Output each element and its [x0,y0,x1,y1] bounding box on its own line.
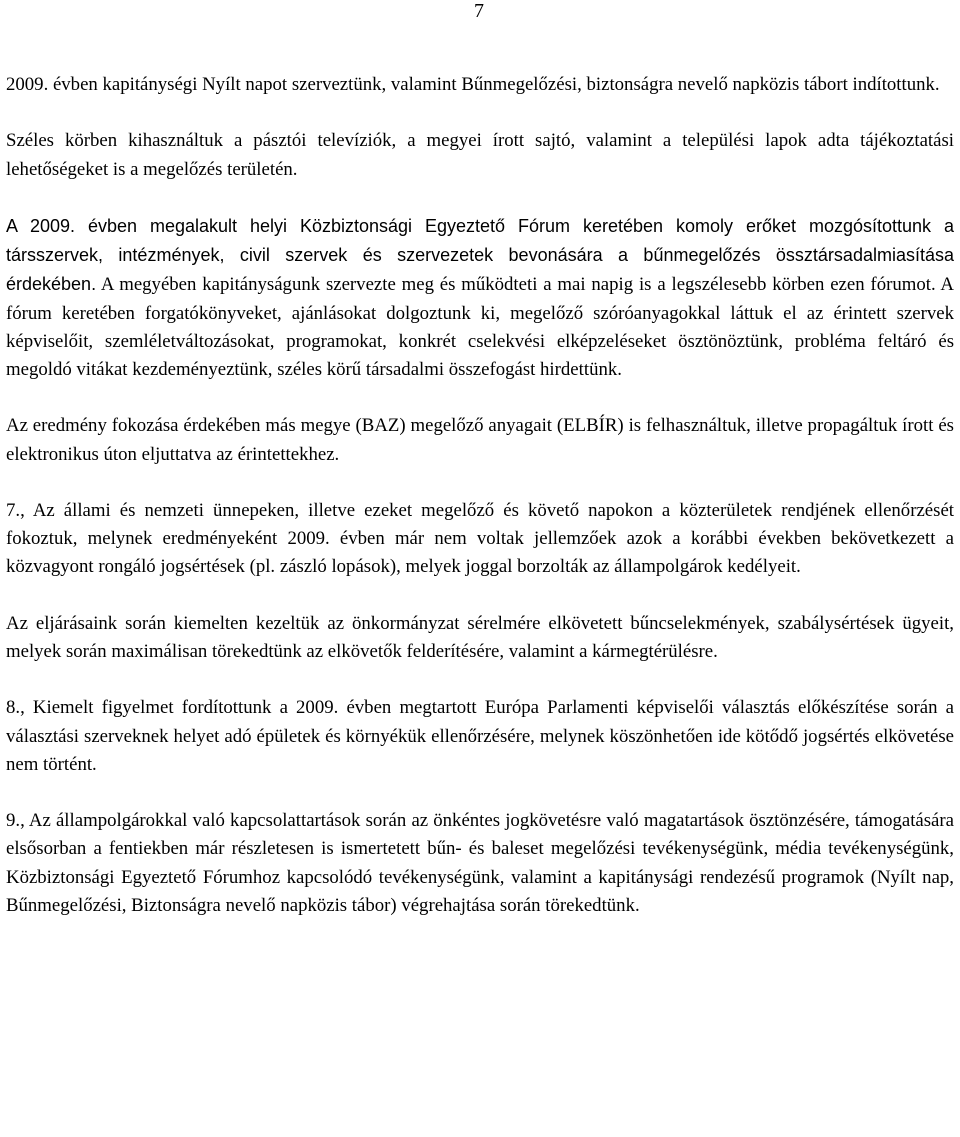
paragraph-media: Széles körben kihasználtuk a pásztói televíziók, a megyei írott sajtó, valamint a települési lapok adta tájékoztatási lehetőségeket is a megelőzés területén. [6,130,954,180]
paragraph-forum-serif-text: A megyében kapitányságunk szervezte meg és működteti a mai napig is a legszélesebb körben ezen fórumot. A fórum keretében forgatókönyveket, ajánlásokat dolgoztunk ki, megelőző szóróanyagokkal láttuk el az érintett szervek képviselőit, szemléletváltozásokat, programokat, konkrét cselekvési elképzeléseket ösztönöztünk, probléma feltáró és megoldó vitákat kezdeményeztünk, széles körű társadalmi összefogást hirdettünk. [6,274,954,380]
page-number: 7 [474,0,484,22]
paragraph-forum [6,212,954,384]
paragraph-forum-sans-text: A 2009. évben megalakult helyi Közbiztonsági Egyeztető Fórum keretében komoly erőket mozgósítottunk a társszervek, intézmények, civil szervek és szervezetek bevonására a bűnmegelőzés össztársadalmiasítása érdekében. [6,215,954,295]
paragraph-baz-materials: Az eredmény fokozása érdekében más megye (BAZ) megelőző anyagait (ELBÍR) is felhasználtuk, illetve propagáltuk írott és elektronikus úton eljuttatva az érintettekhez. [6,415,954,465]
paragraph-holidays: 7., Az állami és nemzeti ünnepeken, illetve ezeket megelőző és követő napokon a közterületek rendjének ellenőrzését fokoztuk, melynek eredményeként 2009. évben már nem voltak jellemzőek azok a korábbi években bekövetkezett a közvagyont rongáló jogsértések (pl. zászló lopások), melyek joggal borzolták az állampolgárok kedélyeit. [6,499,954,578]
paragraph-municipality-cases: Az eljárásaink során kiemelten kezeltük az önkormányzat sérelmére elkövetett bűncselekmények, szabálysértések ügyeit, melyek során maximálisan törekedtünk az elkövetők felderítésére, valamint a kármegtérülésre. [6,612,954,662]
paragraph-open-day: 2009. évben kapitánységi Nyílt napot szerveztünk, valamint Bűnmegelőzési, biztonságra nevelő napközis tábort indítottunk. [6,74,940,95]
paragraph-elections: 8., Kiemelt figyelmet fordítottunk a 2009. évben megtartott Európa Parlamenti képviselői választás előkészítése során a választási szerveknek helyet adó épületek és környékük ellenőrzésére, melynek köszönhetően ide kötődő jogsértés elkövetése nem történt. [6,697,954,775]
document-body [6,71,954,920]
paragraph-citizen-contact: 9., Az állampolgárokkal való kapcsolattartások során az önkéntes jogkövetésre való magatartások ösztönzésére, támogatására elsősorban a fentiekben már részletesen is ismertetett bűn- és baleset megelőzési tevékenységünk, média tevékenységünk, Közbiztonsági Egyeztető Fórumhoz kapcsolódó tevékenységünk, valamint a kapitánysági rendezésű programok (Nyílt nap, Bűnmegelőzési, Biztonságra nevelő napközis tábor) végrehajtása során törekedtünk. [6,810,954,916]
